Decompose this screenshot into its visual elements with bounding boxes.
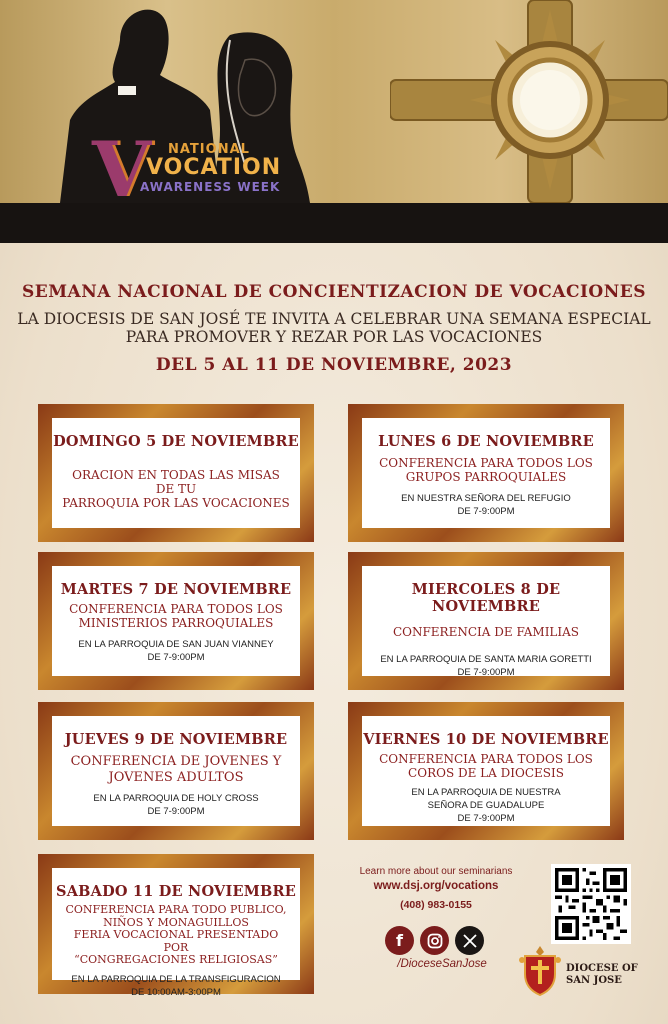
vocation-week-logo	[92, 125, 302, 203]
social-icons	[385, 926, 484, 955]
event-location: EN NUESTRA SEÑORA DEL REFUGIO	[401, 493, 571, 504]
vocations-link[interactable]: www.dsj.org/vocations	[373, 880, 499, 892]
monstrance-image	[390, 0, 668, 203]
event-location: EN LA PARROQUIA DE SANTA MARIA GORETTI	[380, 654, 592, 665]
diocese-name-line-2: SAN JOSE	[566, 975, 622, 986]
event-day: MARTES 7 DE NOVIEMBRE	[60, 581, 292, 598]
event-activity: ORACION EN TODAS LAS MISAS DE TU PARROQUIA POR LAS VOCACIONES	[62, 468, 290, 510]
logo-line-awareness-week: AWARENESS WEEK	[140, 180, 281, 194]
diocese-name	[566, 963, 638, 987]
event-time: DE 7-9:00PM	[457, 813, 515, 824]
event-day: DOMINGO 5 DE NOVIEMBRE	[53, 433, 299, 450]
x-icon[interactable]	[455, 926, 484, 955]
event-day: MIERCOLES 8 DE NOVIEMBRE	[411, 581, 561, 615]
event-activity: CONFERENCIA DE FAMILIAS	[392, 625, 580, 639]
event-card-sabado	[38, 854, 314, 998]
event-card-viernes	[348, 702, 624, 840]
event-day: JUEVES 9 DE NOVIEMBRE	[64, 731, 288, 748]
event-time: DE 7-9:00PM	[147, 652, 205, 663]
subtitle-line-1: LA DIOCESIS DE SAN JOSÉ TE INVITA A CELEBRAR UNA SEMANA ESPECIAL	[17, 310, 651, 328]
page-title: SEMANA NACIONAL DE CONCIENTIZACION DE VOCACIONES	[21, 282, 647, 302]
event-card-lunes	[348, 404, 624, 542]
learn-more-text: Learn more about our seminarians	[359, 866, 513, 877]
event-time: DE 7-9:00PM	[457, 667, 515, 678]
event-card-domingo	[38, 404, 314, 542]
facebook-icon[interactable]: f	[385, 926, 414, 955]
event-location: EN LA PARROQUIA DE HOLY CROSS	[93, 793, 259, 804]
logo-line-national: NATIONAL	[168, 142, 250, 157]
diocese-crest-icon	[519, 946, 561, 996]
event-card-martes	[38, 552, 314, 690]
social-handle[interactable]: /DioceseSanJose	[397, 958, 487, 970]
logo-v-letter: V	[92, 125, 147, 203]
event-day: VIERNES 10 DE NOVIEMBRE	[363, 731, 609, 748]
diocese-name-line-1: DIOCESE OF	[566, 963, 638, 974]
event-location: EN LA PARROQUIA DE LA TRANSFIGURACION	[71, 973, 281, 985]
event-time: DE 10:00AM-3:00PM	[131, 986, 221, 998]
event-time: DE 7-9:00PM	[457, 506, 515, 517]
event-dates: DEL 5 AL 11 DE NOVIEMBRE, 2023	[155, 355, 513, 375]
event-location: EN LA PARROQUIA DE NUESTRA SEÑORA DE GUADALUPE	[411, 787, 561, 811]
event-day: SABADO 11 DE NOVIEMBRE	[56, 883, 296, 900]
event-day: LUNES 6 DE NOVIEMBRE	[378, 433, 594, 450]
header-banner	[0, 0, 668, 203]
event-time: DE 7-9:00PM	[147, 806, 205, 817]
logo-line-vocation: VOCATION	[146, 155, 282, 180]
instagram-icon[interactable]	[420, 926, 449, 955]
event-activity: CONFERENCIA PARA TODOS LOS MINISTERIOS PARROQUIALES	[69, 602, 283, 630]
phone-number: (408) 983-0155	[400, 899, 472, 911]
event-activity: CONFERENCIA PARA TODOS LOS COROS DE LA DIOCESIS	[379, 752, 593, 780]
event-activity: CONFERENCIA PARA TODOS LOS GRUPOS PARROQUIALES	[379, 456, 593, 484]
event-activity: CONFERENCIA DE JOVENES Y JOVENES ADULTOS	[70, 754, 282, 785]
event-location: EN LA PARROQUIA DE SAN JUAN VIANNEY	[78, 639, 274, 650]
seminarians-info	[354, 865, 518, 912]
qr-code[interactable]	[551, 864, 631, 944]
event-card-jueves	[38, 702, 314, 840]
event-activity: CONFERENCIA PARA TODO PUBLICO, NIÑOS Y MONAGUILLOS FERIA VOCACIONAL PRESENTADO POR “CONGREGACIONES RELIGIOSAS”	[65, 903, 287, 966]
subtitle-line-2: PARA PROMOVER Y REZAR POR LAS VOCACIONES	[125, 328, 543, 346]
event-card-miercoles	[348, 552, 624, 690]
header-dark-strip	[0, 203, 668, 243]
